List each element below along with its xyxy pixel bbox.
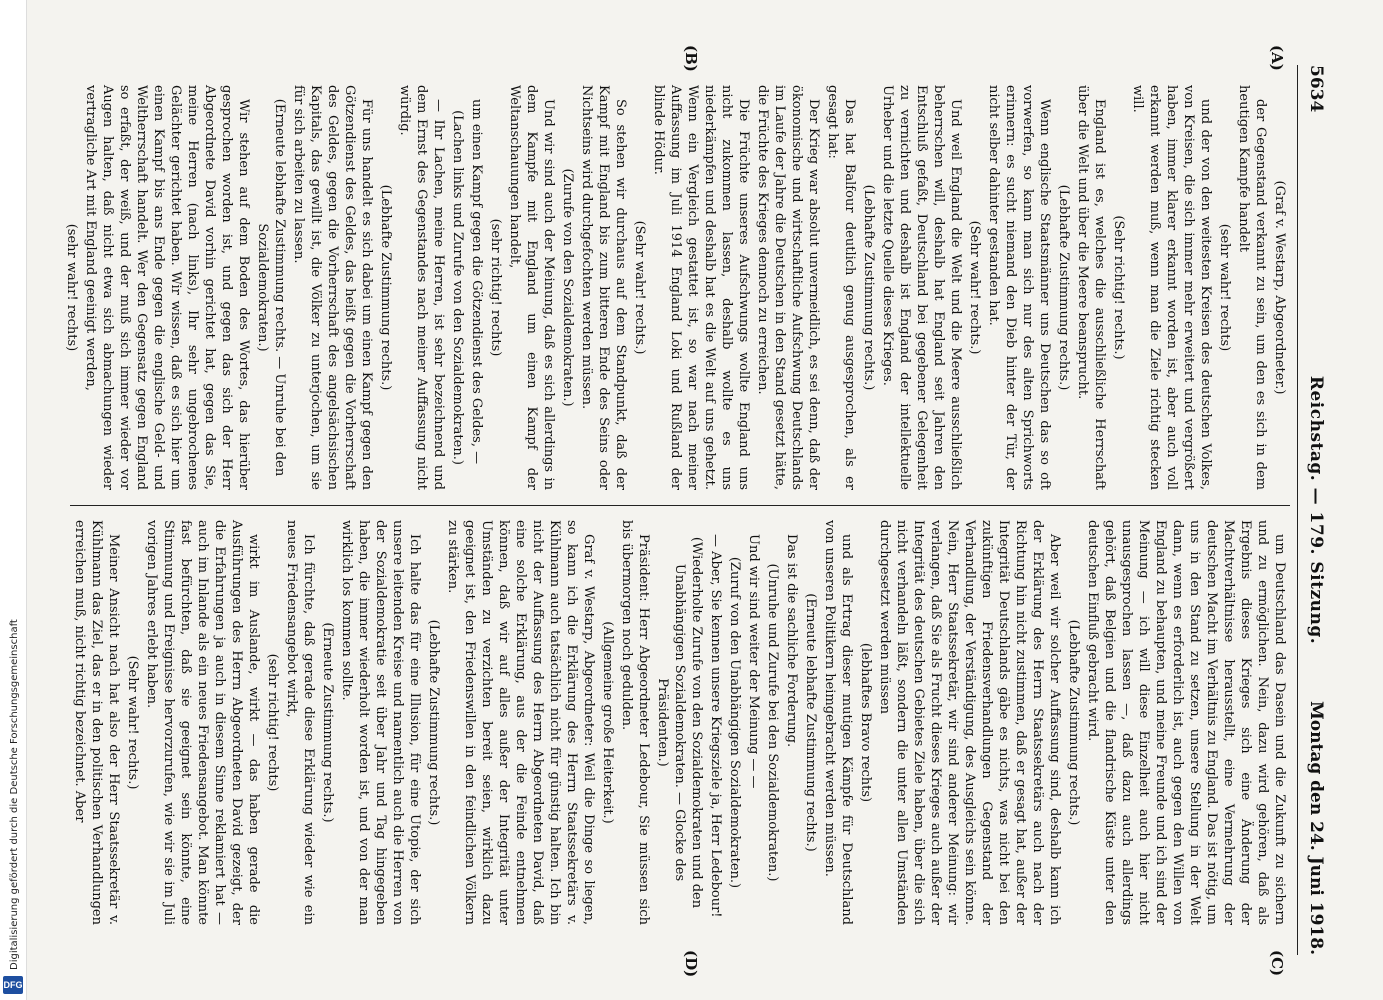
paragraph: um Deutschland das Dasein und die Zukunft zu sichern und zu ermöglichen. Nein, dazu wird gehören, daß als Ergebnis dieses Krieges sich eine Änderung der Machtverhältnisse herausstellt, eine Vermehrung der deutschen Macht im Verhältnis zu England. Das ist nötig, um uns in den Stand zu setzen, unsere Stellung in der Welt dann, wenn es erforderlich ist, auch gegen den Willen von England zu behaupten, und meine Freunde und ich sind der Meinung — ich will diese Einzelheit auch hier nicht unausgesprochen lassen —, daß dazu auch allerdings gehört, daß Belgien und die flandrische Küste unter den deutschen Einfluß gebracht wird. — [1085, 520, 1287, 925]
paragraph: Wenn englische Staatsmänner uns Deutschen das so oft vorwerfen, so kann man sich nur des alten Sprichworts erinnern: es sucht niemand den Dieb hinter der Tür, der nicht selber dahinter gestanden hat. — [986, 85, 1052, 490]
paragraph: (Lebhafte Zustimmung rechts.) — [1056, 184, 1071, 391]
paragraph: Und wir sind auch der Meinung, daß es sich allerdings in dem Kampfe mit England um einen Kampf der Weltanschauungen handelt, — [507, 85, 556, 490]
paragraph: wirkt im Auslande, wirkt — das haben gerade die Ausführungen des Herrn Abgeordneten David gezeigt, der die Erfahrungen ja auch in diesem Sinne reklamiert hat — auch im Inlande als ein neues Friedensangebot. Man könnte fast befürchten, daß sie geeignet sein könnte, eine Stimmung und Ereignisse hervorzurufen, wie wir sie im Juli vorigen Jahres erlebt haben. — [144, 520, 261, 925]
session-date: Montag den 24. Juni 1918. — [1306, 700, 1326, 955]
paragraph: (Unruhe und Zurufe bei den Sozialdemokraten.) — [765, 563, 780, 882]
paragraph: und der von den weitesten Kreisen des deutschen Volkes, von Kreisen, die sich immer mehr erweitert und vergrößert haben, immer klarer erkannt worden ist, aber auch voll erkannt werden muß, wenn man die Ziele richtig stecken will. — [1130, 85, 1213, 490]
paragraph: (Erneute lebhafte Zustimmung rechts.) — [803, 593, 818, 852]
paragraph: Der Krieg war absolut unvermeidlich, es sei denn, daß der ökonomische und wirtschaftliche Aufschwung Deutschlands im Laufe der Jahre die Deutschen in den Stand gesetzt hätte, die Früchte des Krieges dennoch zu erreichen. — [755, 85, 821, 490]
paragraph: um einen Kampf gegen die Götzendienst des Geldes, — — [469, 99, 484, 465]
paragraph: Das hat Balfour deutlich genug ausgesprochen, als er gesagt hat: — [825, 85, 857, 490]
paragraph: Wir stehen auf dem Boden des Wortes, das hierüber gesprochen worden ist, und gegen das sich der Herr Abgeordnete David vorhin gerichtet hat, gegen das Sie, meine Herren (nach links), Ihr sehr ungebrochenes Gelächter gerichtet haben. Wir wissen, daß es sich hier um einen Kampf bis ans Ende gegen die englische Geld- und Weltherrschaft handelt. Wer den Gegensatz gegen England so erfaßt, der weiß, und der muß sich immer wieder vor Augen halten, daß nicht etwa sich abmachungen wieder vertragliche Art mit England geeinigt werden, — [83, 85, 251, 490]
page-number: 5634 — [1306, 65, 1326, 113]
paragraph: (Lebhafte Zustimmung rechts.) — [861, 184, 876, 391]
digitization-sidebar — [0, 0, 27, 1000]
paragraph: (Lachen links und Zurufe von den Sozialdemokraten.) — [450, 110, 465, 465]
paragraph: (lebhaftes Bravo rechts) — [858, 642, 873, 803]
paragraph: Und wir sind weiter der Meinung — — — [746, 534, 761, 789]
paragraph: (Sehr wahr! rechts.) — [125, 655, 140, 790]
margin-mark-b: (B) — [682, 45, 700, 72]
paragraph: (sehr wahr! rechts) — [1217, 223, 1232, 352]
paragraph: (Zuruf von den Unabhängigen Sozialdemokraten.) — [727, 556, 742, 889]
margin-mark-c: (C) — [1268, 950, 1286, 977]
page-title: Reichstag. — 179. Sitzung. — [1306, 375, 1326, 645]
paragraph: (sehr wahr! rechts) — [64, 223, 79, 352]
paragraph: Ich halte das für eine Illusion, für eine Utopie, der sich unsere leitenden Kreise und namentlich auch die Herren von der Sozialdemokratie seit über Jahr und Tag hingegeben haben, die immer wiederholt worden ist, und von der man wirklich los kommen sollte. — [339, 520, 422, 925]
paragraph: (sehr richtig! rechts) — [488, 218, 503, 357]
paragraph: (Lebhafte Zustimmung rechts.) — [1066, 619, 1081, 826]
paragraph: (Zurufe von den Sozialdemokraten.) — [560, 168, 575, 407]
page-header — [1297, 65, 1330, 955]
paragraph: (Wiederholte Zurufe von den Sozialdemokraten und den Unabhängigen Sozialdemokraten. — Glocke des Präsidenten.) — [655, 536, 704, 909]
paragraph: (Erneute lebhafte Zustimmung rechts. — Unruhe bei den Sozialdemokraten.) — [255, 98, 287, 477]
dfg-logo: DFG — [3, 976, 23, 994]
paragraph: (Lebhafte Zustimmung rechts.) — [378, 184, 393, 391]
margin-mark-a: (A) — [1268, 45, 1286, 71]
right-text-column — [68, 520, 1288, 925]
paragraph: Und weil England die Welt und die Meere ausschließlich beherrschen will, deshalb hat England seit Jahren den Entschluß gefaßt, Deutschland bei gegebener Gelegenheit zu vernichten und deshalb ist England der intellektuelle Urheber und die letzte Quelle dieses Krieges. — [880, 85, 963, 490]
paragraph: (Allgemeine große Heiterkeit.) — [600, 621, 615, 824]
paragraph: So stehen wir durchaus auf dem Standpunkt, daß der Kampf mit England bis zum bitteren Ende des Seins oder Nichtseins wird durchgefochten werden müssen. — [579, 85, 628, 490]
paragraph: Präsident: Herr Abgeordneter Ledebour, Sie müssen sich bis übermorgen noch gedulden. — [619, 520, 651, 925]
paragraph: der Gegenstand verkannt zu sein, um den es sich in dem heutigen Kampfe handelt — [1236, 85, 1268, 490]
paragraph: (Graf v. Westarp, Abgeordneter.) — [1272, 180, 1287, 395]
paragraph: Ich fürchte, daß gerade diese Erklärung wieder wie ein neues Friedensangebot wirkt, — [284, 520, 316, 925]
margin-mark-d: (D) — [682, 950, 700, 978]
left-text-column — [64, 85, 1288, 490]
paragraph: Aber weil wir solcher Auffassung sind, deshalb kann ich der Erklärung des Herrn Staatssekretärs auch nach der Richtung hin nicht zustimmen, daß er gesagt hat, außer der Integrität Deutschlands gäbe es nichts, was nicht bei den zukünftigen Friedensverhandlungen Gegenstand der Verhandlung, der Verständigung, des Ausgleichs sein könne. Nein, Herr Staatssekretär, wir sind anderer Meinung: wir verlangen, daß Sie als Frucht dieses Krieges auch außer der Integrität des deutschen Gebietes Ziele haben, über die sich nicht verhandeln läßt, sondern die unter allen Umständen durchgesetzt werden müssen — [877, 520, 1062, 925]
newspaper-page — [50, 45, 1330, 978]
paragraph: — Aber, Sie kennen unsere Kriegsziele ja, Herr Ledebour! — [708, 534, 723, 918]
paragraph: Meiner Ansicht nach hat also der Herr Staatssekretär v. Kühlmann das Ziel, das er in den politischen Verhandlungen erreichen muß, nicht richtig bezeichnet. Aber — [72, 520, 121, 925]
paragraph: (sehr richtig! rechts) — [265, 653, 280, 792]
digitization-note: Digitalisierung gefördert durch die Deutsche Forschungsgemeinschaft — [9, 619, 20, 970]
paragraph: Das ist die sachliche Forderung. — [784, 534, 799, 748]
paragraph: England ist es, welches die ausschließliche Herrschaft über die Welt und über die Meere beansprucht. — [1075, 85, 1107, 490]
column-divider — [70, 505, 1290, 506]
paragraph: Graf v. Westarp, Abgeordneter: Weil die Dinge so liegen, so kann ich die Erklärung des Herrn Staatssekretärs v. Kühlmann auch tatsächlich nicht für günstig halten. Ich bin nicht der Auffassung des Herrn Abgeordneten David, daß eine solche Erklärung, aus der die Feinde entnehmen können, daß wir auf alles außer der Integrität unter Umständen zu verzichten bereit seien, wirklich dazu geeignet ist, den Friedenswillen in den feindlichen Völkern zu stärken. — [445, 520, 596, 925]
paragraph: — Ihr Lachen, meine Herren, ist sehr bezeichnend und dem Ernst des Gegenstandes nach meiner Auffassung nicht würdig. — [397, 85, 446, 490]
paragraph: (Lebhafte Zustimmung rechts.) — [426, 619, 441, 826]
paragraph: und als Ertrag dieser mutigen Kämpfe für Deutschland von unseren Politikern heimgebracht werden müssen. — [822, 520, 854, 925]
paragraph: (Sehr wahr! rechts.) — [967, 220, 982, 355]
paragraph: (Sehr richtig! rechts.) — [1111, 215, 1126, 360]
paragraph: Für uns handelt es sich dabei um einen Kampf gegen den Götzendienst des Geldes, das heißt gegen die Vorherrschaft des Geldes, gegen die Vorherrschaft des angelsächsischen Kapitals, das gewillt ist, die Völker zu unterjochen, um sie für sich arbeiten zu lassen. — [291, 85, 374, 490]
paragraph: (Erneute Zustimmung rechts.) — [320, 622, 335, 823]
paragraph: (Sehr wahr! rechts.) — [632, 220, 647, 355]
paragraph: Die Früchte unseres Aufschwungs wollte England uns nicht zukommen lassen, deshalb wollte es uns niederkämpfen und deshalb hat es die Welt auf uns gehetzt. Wenn ein Vergleich gestattet ist, so war nach meiner Auffassung im Juli 1914 England Loki und Rußland der blinde Hödur. — [651, 85, 751, 490]
